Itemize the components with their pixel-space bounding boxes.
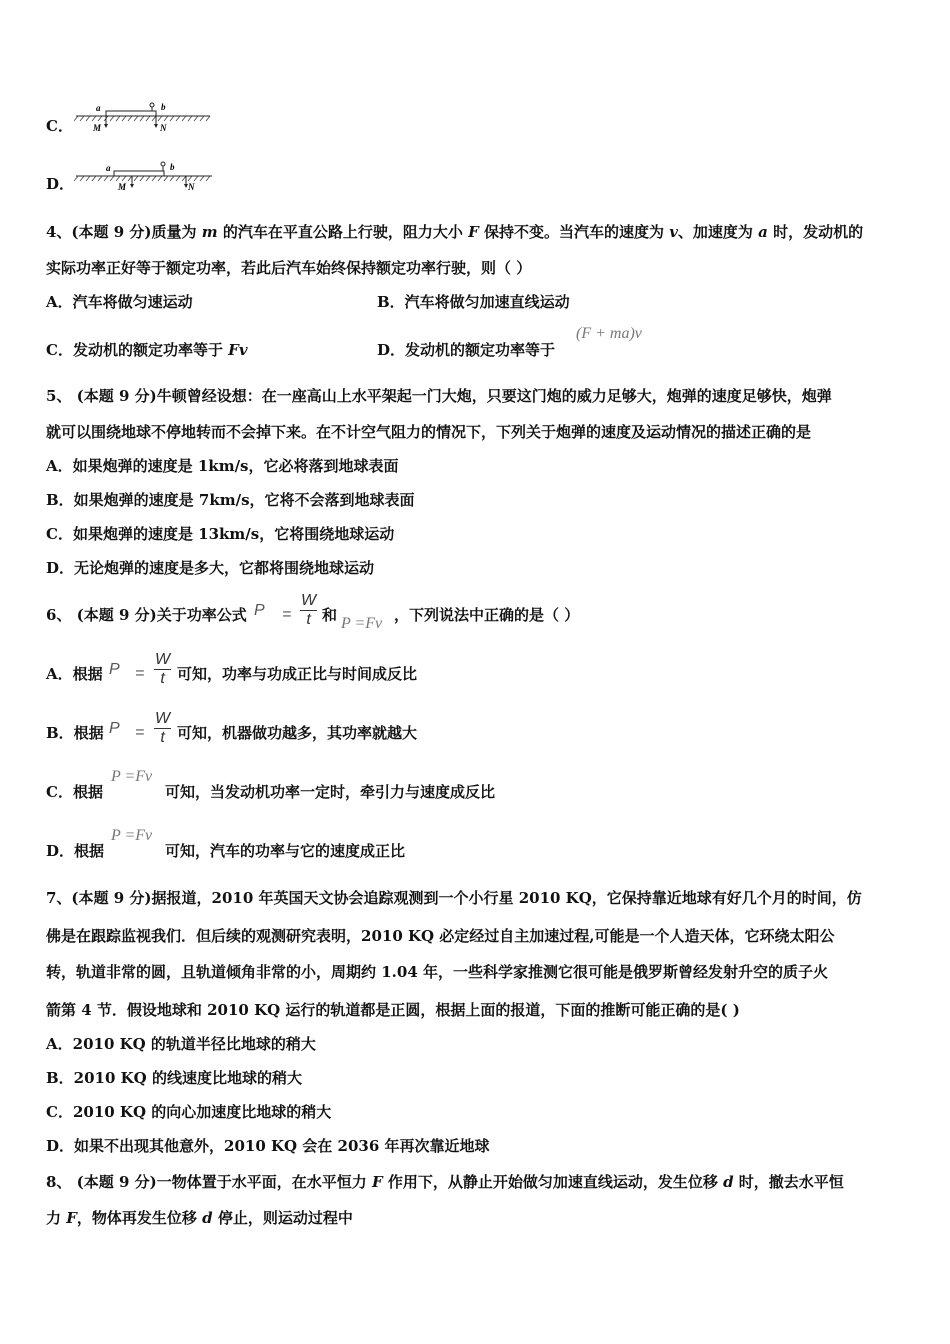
q4-option-a[interactable]: A．汽车将做匀速运动: [46, 293, 193, 311]
q4-option-d-formula: (F + ma)v: [576, 325, 642, 342]
q7-option-c[interactable]: C．2010 KQ 的向心加速度比地球的稍大: [46, 1103, 332, 1121]
q4-option-c[interactable]: C．发动机的额定功率等于 Fv: [46, 341, 248, 359]
q6-a-fraction: $\frac{W}{t}$: [155, 651, 171, 687]
q6-stem: 6、 (本题 9 分)关于功率公式: [46, 606, 247, 624]
q7-option-b[interactable]: B．2010 KQ 的线速度比地球的稍大: [46, 1069, 302, 1087]
label-m: M: [118, 182, 127, 192]
q3-option-d-label: D．: [46, 175, 75, 193]
q3-option-c-label: C．: [46, 117, 73, 135]
label-a: a: [106, 163, 111, 173]
label-a: a: [96, 103, 101, 113]
q6-d-formula: P =Fv: [111, 827, 153, 844]
q6-option-d[interactable]: D．根据: [46, 842, 105, 860]
q5-stem-line2: 就可以围绕地球不停地转而不会掉下来。在不计空气阻力的情况下，下列关于炮弹的速度及运动情况的描述正确的是: [46, 423, 812, 441]
q7-option-d[interactable]: D．如果不出现其他意外，2010 KQ 会在 2036 年再次靠近地球: [46, 1137, 490, 1155]
q6-c-formula: P =Fv: [111, 768, 153, 785]
q6-stem-fraction: $\frac{W}{t}$: [301, 592, 317, 628]
q6-b-fraction: $\frac{W}{t}$: [155, 710, 171, 746]
q5-option-d[interactable]: D．无论炮弹的速度是多大，它都将围绕地球运动: [46, 559, 375, 577]
q6-c-text: 可知，当发动机功率一定时，牵引力与速度成反比: [165, 783, 496, 801]
label-b: b: [161, 102, 166, 112]
q6-option-b[interactable]: B．根据: [46, 724, 104, 742]
q7-stem-line3: 转，轨道非常的圆，且轨道倾角非常的小，周期约 1.04 年，一些科学家推测它很可能是俄罗斯曾经发射升空的质子火: [46, 963, 828, 981]
q3-option-d-figure: [74, 158, 216, 192]
label-b: b: [170, 162, 175, 172]
label-n: N: [160, 123, 167, 133]
q5-option-c[interactable]: C．如果炮弹的速度是 13km/s，它将围绕地球运动: [46, 525, 395, 543]
q6-d-text: 可知，汽车的功率与它的速度成正比: [165, 842, 406, 860]
q5-stem-line1: 5、 (本题 9 分)牛顿曾经设想：在一座高山上水平架起一门大炮，只要这门炮的威力足够大，炮弹的速度足够快，炮弹: [46, 387, 832, 405]
label-n: N: [188, 182, 195, 192]
q6-stem-eq: =: [282, 606, 292, 623]
q6-stem-p: P: [254, 602, 265, 619]
q6-b-text: 可知，机器做功越多，其功率就越大: [177, 724, 418, 742]
q7-stem-line2: 佛是在跟踪监视我们．但后续的观测研究表明，2010 KQ 必定经过自主加速过程,可能是一个人造天体，它环绕太阳公: [46, 927, 835, 945]
q6-stem-pfv: P =Fv: [341, 615, 383, 632]
q6-stem-post: ，下列说法中正确的是（ ）: [394, 606, 580, 624]
q5-option-b[interactable]: B．如果炮弹的速度是 7km/s，它将不会落到地球表面: [46, 491, 415, 509]
q5-option-a[interactable]: A．如果炮弹的速度是 1km/s，它必将落到地球表面: [46, 457, 399, 475]
q6-b-eq: =: [135, 724, 145, 741]
q4-option-d[interactable]: D．发动机的额定功率等于: [377, 341, 556, 359]
q8-stem-line2: 力 F，物体再发生位移 d 停止，则运动过程中: [46, 1209, 353, 1227]
q3-option-c-figure: [74, 100, 214, 134]
label-m: M: [93, 123, 102, 133]
q6-b-p: P: [109, 720, 120, 737]
q4-stem-line1: 4、(本题 9 分)质量为 m 的汽车在平直公路上行驶，阻力大小 F 保持不变。当汽车的速度为 v、加速度为 a 时，发动机的: [46, 223, 864, 241]
q6-a-text: 可知，功率与功成正比与时间成反比: [177, 665, 418, 683]
q7-stem-line4: 箭第 4 节．假设地球和 2010 KQ 运行的轨道都是正圆，根据上面的报道，下面的推断可能正确的是( ): [46, 1001, 740, 1019]
q7-option-a[interactable]: A．2010 KQ 的轨道半径比地球的稍大: [46, 1035, 316, 1053]
q6-option-c[interactable]: C．根据: [46, 783, 103, 801]
q6-option-a[interactable]: A．根据: [46, 665, 103, 683]
q4-option-b[interactable]: B．汽车将做匀加速直线运动: [377, 293, 570, 311]
q6-a-p: P: [109, 661, 120, 678]
q8-stem-line1: 8、 (本题 9 分)一物体置于水平面，在水平恒力 F 作用下，从静止开始做匀加速直线运动，发生位移 d 时，撤去水平恒: [46, 1173, 844, 1191]
q6-a-eq: =: [135, 665, 145, 682]
q7-stem-line1: 7、(本题 9 分)据报道，2010 年英国天文协会追踪观测到一个小行星 2010 KQ，它保持靠近地球有好几个月的时间，仿: [46, 889, 862, 907]
q6-stem-and: 和: [322, 606, 338, 624]
q4-stem-line2: 实际功率正好等于额定功率，若此后汽车始终保持额定功率行驶，则（ ）: [46, 259, 532, 277]
